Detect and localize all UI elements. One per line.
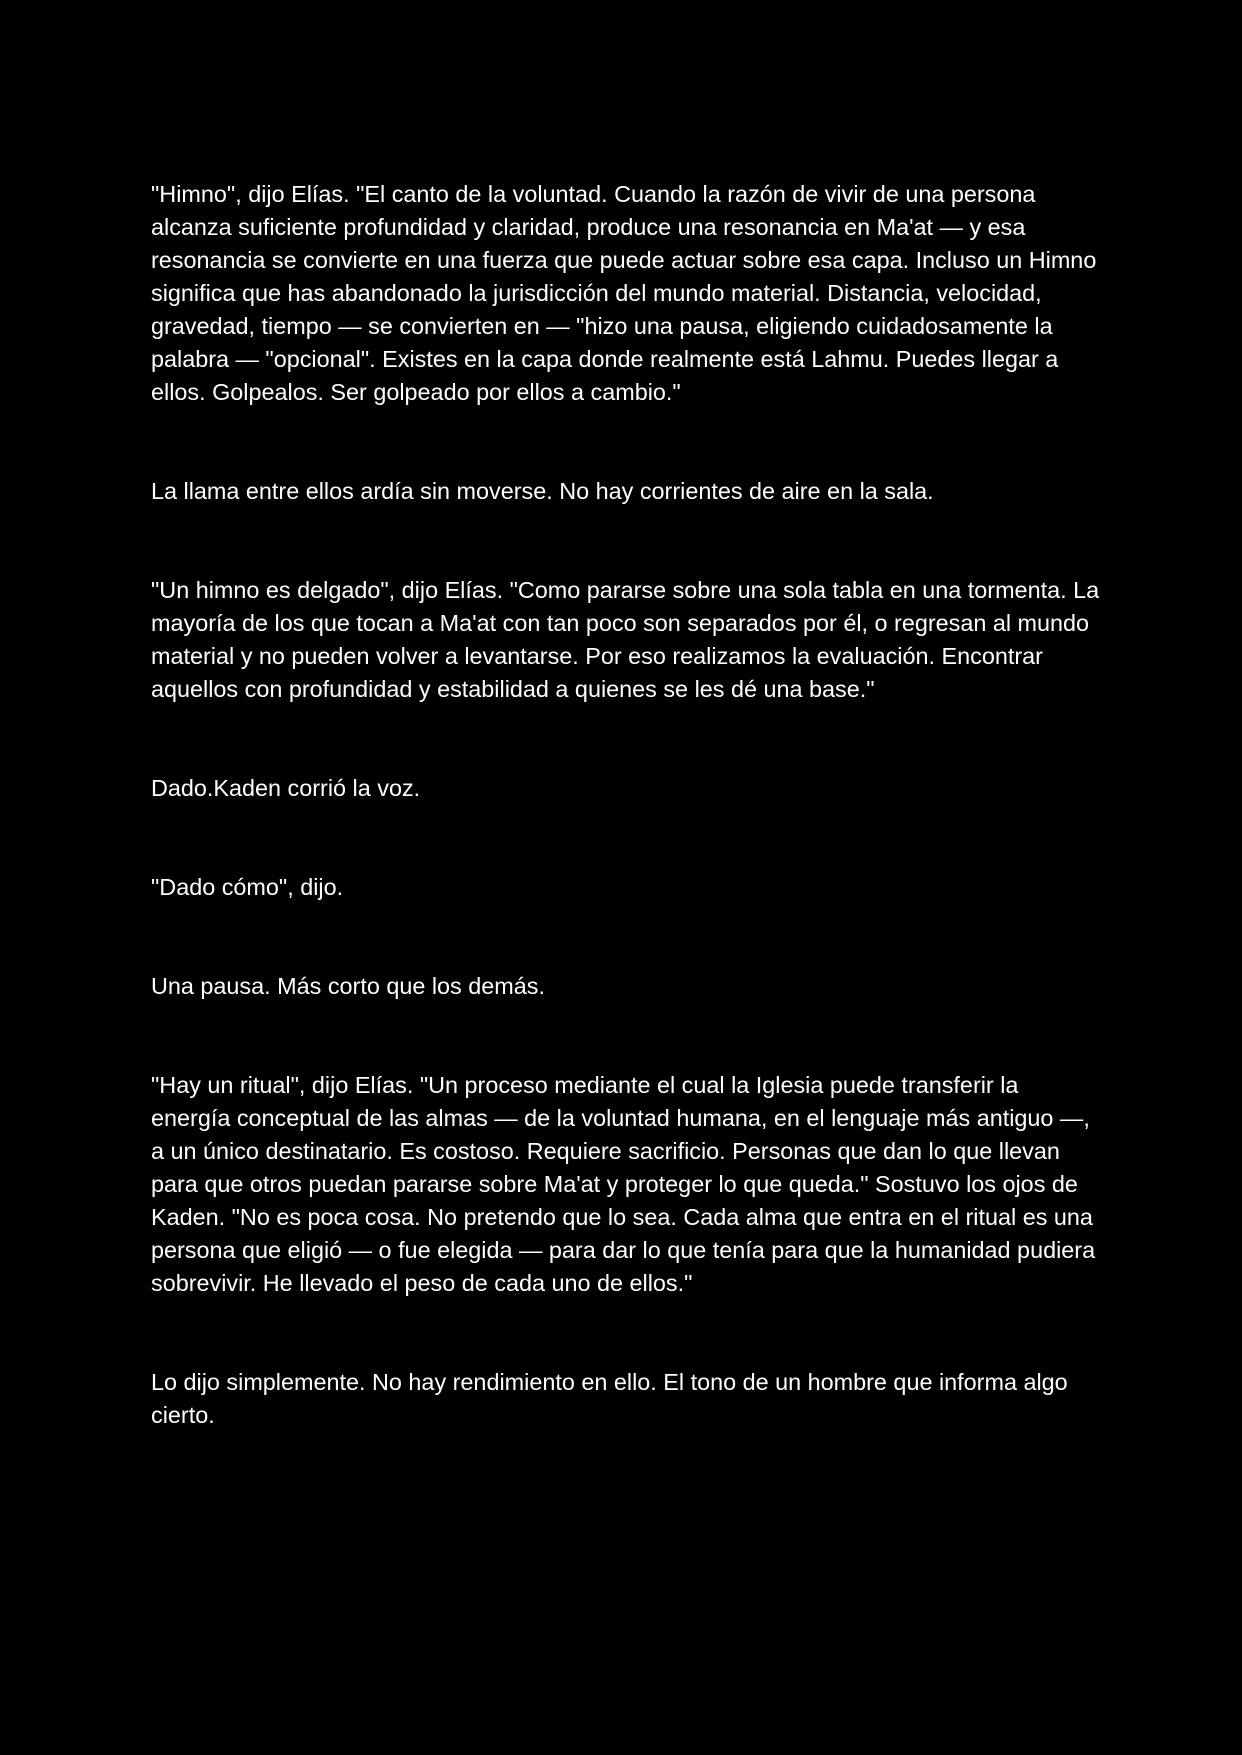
paragraph-llama: La llama entre ellos ardía sin moverse. No hay corrientes de aire en la sala. (151, 478, 934, 504)
paragraph-dado-como: "Dado cómo", dijo. (151, 874, 344, 900)
paragraph-ritual: "Hay un ritual", dijo Elías. "Un proceso mediante el cual la Iglesia puede transferir la energía conceptual de las almas — de la voluntad humana, en el lenguaje más antiguo —, a un único destinatario. Es costoso. Requiere sacrificio. Personas que dan lo que llevan para que otros puedan pararse sobre Ma'at y proteger lo que queda." Sostuvo los ojos de Kaden. "No es poca cosa. No pretendo que lo sea. Cada alma que entra en el ritual es una persona que eligió — o fue elegida — para dar lo que tenía para que la humanidad pudiera sobrevivir. He llevado el peso de cada uno de ellos." (151, 1072, 1096, 1296)
paragraph-pausa: Una pausa. Más corto que los demás. (151, 973, 545, 999)
paragraph-simplemente: Lo dijo simplemente. No hay rendimiento en ello. El tono de un hombre que informa algo cierto. (151, 1369, 1068, 1428)
paragraph-himno: "Himno", dijo Elías. "El canto de la voluntad. Cuando la razón de vivir de una persona alcanza suficiente profundidad y claridad, produce una resonancia en Ma'at — y esa resonancia se convierte en una fuerza que puede actuar sobre esa capa. Incluso un Himno significa que has abandonado la jurisdicción del mundo material. Distancia, velocidad, gravedad, tiempo — se convierten en — "hizo una pausa, eligiendo cuidadosamente la palabra — "opcional". Existes en la capa donde realmente está Lahmu. Puedes llegar a ellos. Golpealos. Ser golpeado por ellos a cambio." (151, 181, 1097, 405)
body-text (151, 178, 1101, 1498)
paragraph-himno-delgado: "Un himno es delgado", dijo Elías. "Como pararse sobre una sola tabla en una tormenta. La mayoría de los que tocan a Ma'at con tan poco son separados por él, o regresan al mundo material y no pueden volver a levantarse. Por eso realizamos la evaluación. Encontrar aquellos con profundidad y estabilidad a quienes se les dé una base." (151, 577, 1100, 702)
paragraph-dado-kaden: Dado.Kaden corrió la voz. (151, 775, 421, 801)
